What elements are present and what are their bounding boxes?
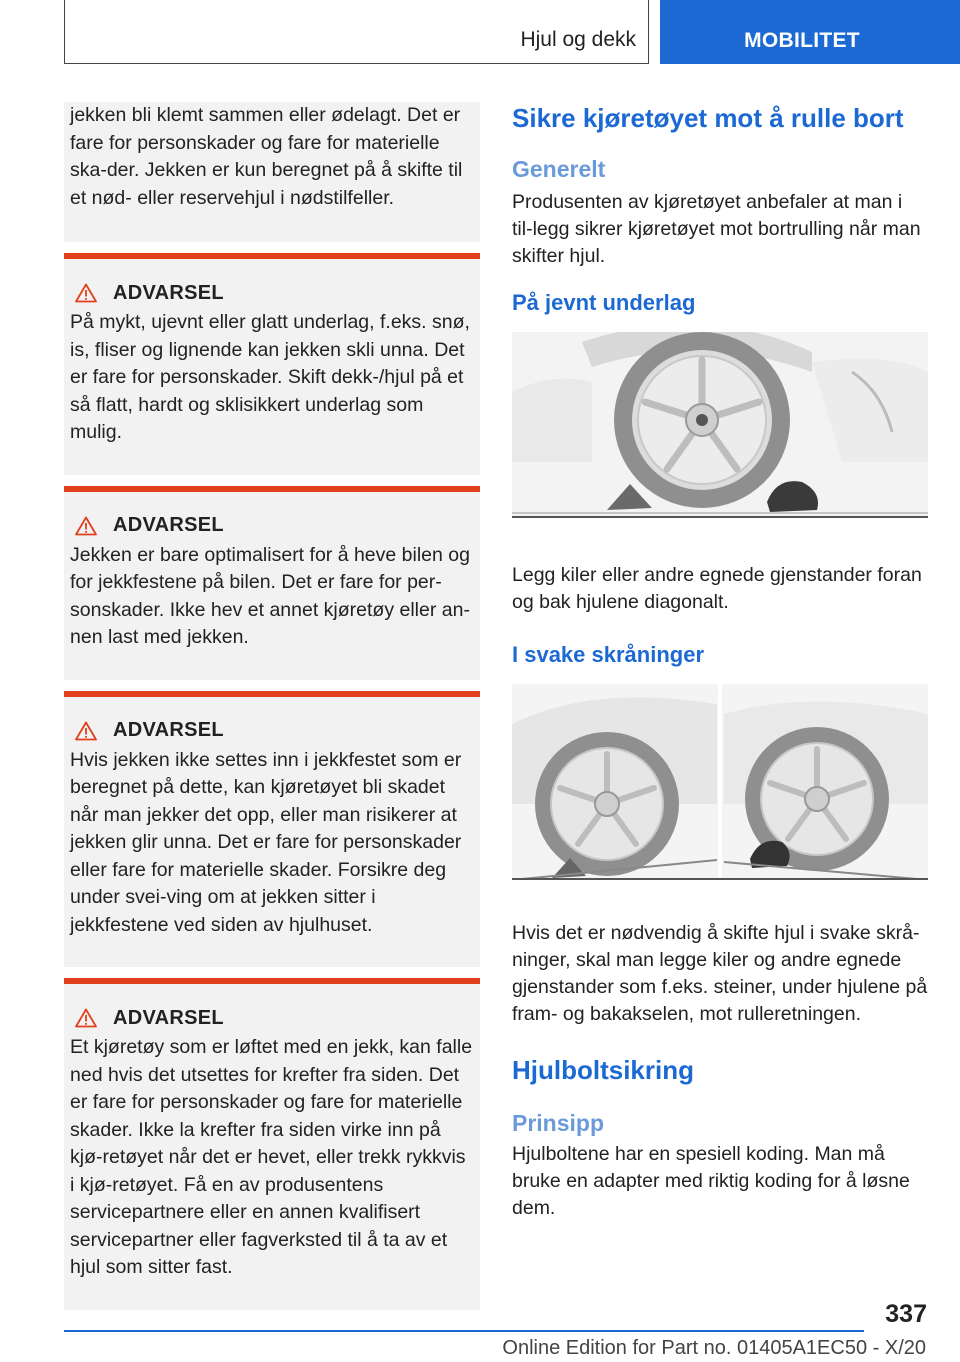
chapter-tab[interactable] bbox=[660, 0, 960, 64]
right-column bbox=[512, 100, 928, 1222]
page-number: 337 bbox=[885, 1300, 927, 1328]
flat-ground-text: Legg kiler eller andre egnede gjenstander foran og bak hjulene diagonalt. bbox=[512, 564, 922, 613]
warning-text: Jekken er bare optimalisert for å heve bilen og for jekkfestene på bilen. Det er fare for per‐sonskader. Ikke hev et annet kjøretøy eller an‐nen last med jekken. bbox=[70, 543, 470, 648]
warning-box-4 bbox=[64, 978, 480, 1310]
warning-triangle-icon bbox=[75, 516, 97, 536]
warning-header bbox=[70, 717, 474, 745]
general-text: Produsenten av kjøretøyet anbefaler at man i til‐legg sikrer kjøretøyet mot bortrulling når man skifter hjul. bbox=[512, 191, 921, 267]
warning-label: ADVARSEL bbox=[113, 281, 224, 304]
warning-label: ADVARSEL bbox=[113, 719, 224, 741]
warning-header bbox=[70, 279, 474, 307]
warning-label: ADVARSEL bbox=[113, 514, 224, 536]
section-title: Hjul og dekk bbox=[520, 28, 636, 51]
warning-text: Et kjøretøy som er løftet med en jekk, kan falle ned hvis det utsettes for krefter fra siden. Det er fare for personskader og fare for materielle skader. Ikke la krefter fra siden virke inn på kjø‐retøyet når det er hevet, eller trekk rykkvis i kjø‐retøyet. Få en av produsentens servicepartnere eller en annen kvalifisert servicepartner eller fagverksted til å ta av et hjul som sitter fast. bbox=[70, 1036, 473, 1278]
subheading-general: Generelt bbox=[512, 156, 606, 182]
warning-triangle-icon bbox=[75, 1008, 97, 1028]
warning-header bbox=[70, 512, 474, 540]
warning-text: På mykt, ujevnt eller glatt underlag, f.eks. snø, is, fliser og lignende kan jekken skli unna. Det er fare for personskader. Skift dekk-/hjul på et så flatt, hardt og sklisikkert underlag som mulig. bbox=[70, 311, 470, 443]
left-column bbox=[64, 104, 480, 1310]
subheading-flat-ground: På jevnt underlag bbox=[512, 290, 696, 315]
warning-box-2 bbox=[64, 486, 480, 680]
principle-text: Hjulboltene har en spesiell koding. Man må bruke en adapter med riktig koding for å løsne dem. bbox=[512, 1143, 910, 1219]
slope-illustration bbox=[512, 684, 928, 880]
warning-triangle-icon bbox=[75, 721, 97, 741]
warning-box-1 bbox=[64, 253, 480, 475]
slope-text: Hvis det er nødvendig å skifte hjul i svake skrå‐ninger, skal man legge kiler og andre egnede gjenstander som f.eks. steiner, under hjulene på fram- og bakakselen, mot rulleretningen. bbox=[512, 922, 928, 1025]
footer-rule bbox=[64, 1330, 864, 1332]
section-heading-chocks: Sikre kjøretøyet mot å rulle bort bbox=[512, 103, 904, 133]
section-heading-wheel-lock: Hjulboltsikring bbox=[512, 1055, 694, 1085]
edition-note: Online Edition for Part no. 01405A1EC50 - X/20 bbox=[502, 1337, 926, 1359]
header-frame bbox=[64, 0, 649, 64]
subheading-slopes: I svake skråninger bbox=[512, 642, 705, 667]
continued-warning-text: jekken bli klemt sammen eller ødelagt. Det er fare for personskader og fare for materielle ska‐der. Jekken er kun beregnet på å skifte til et nød- eller reservehjul i nødstilfeller. bbox=[70, 104, 463, 209]
subheading-principle: Prinsipp bbox=[512, 1110, 605, 1136]
warning-header bbox=[70, 1004, 474, 1032]
flat-ground-illustration bbox=[512, 332, 928, 518]
warning-label: ADVARSEL bbox=[113, 1006, 224, 1029]
warning-triangle-icon bbox=[75, 283, 97, 303]
warning-text: Hvis jekken ikke settes inn i jekkfestet som er beregnet på dette, kan kjøretøyet bli skadet når man jekker det opp, eller man risikerer at jekken glir unna. Det er fare for personskader eller fare for materielle skader. Forsikre deg under svei‐ving om at jekken sitter i jekkfestene ved siden av hjulhuset. bbox=[70, 748, 462, 936]
chapter-label: MOBILITET bbox=[744, 29, 860, 52]
continued-warning bbox=[64, 102, 480, 242]
warning-box-3 bbox=[64, 691, 480, 968]
